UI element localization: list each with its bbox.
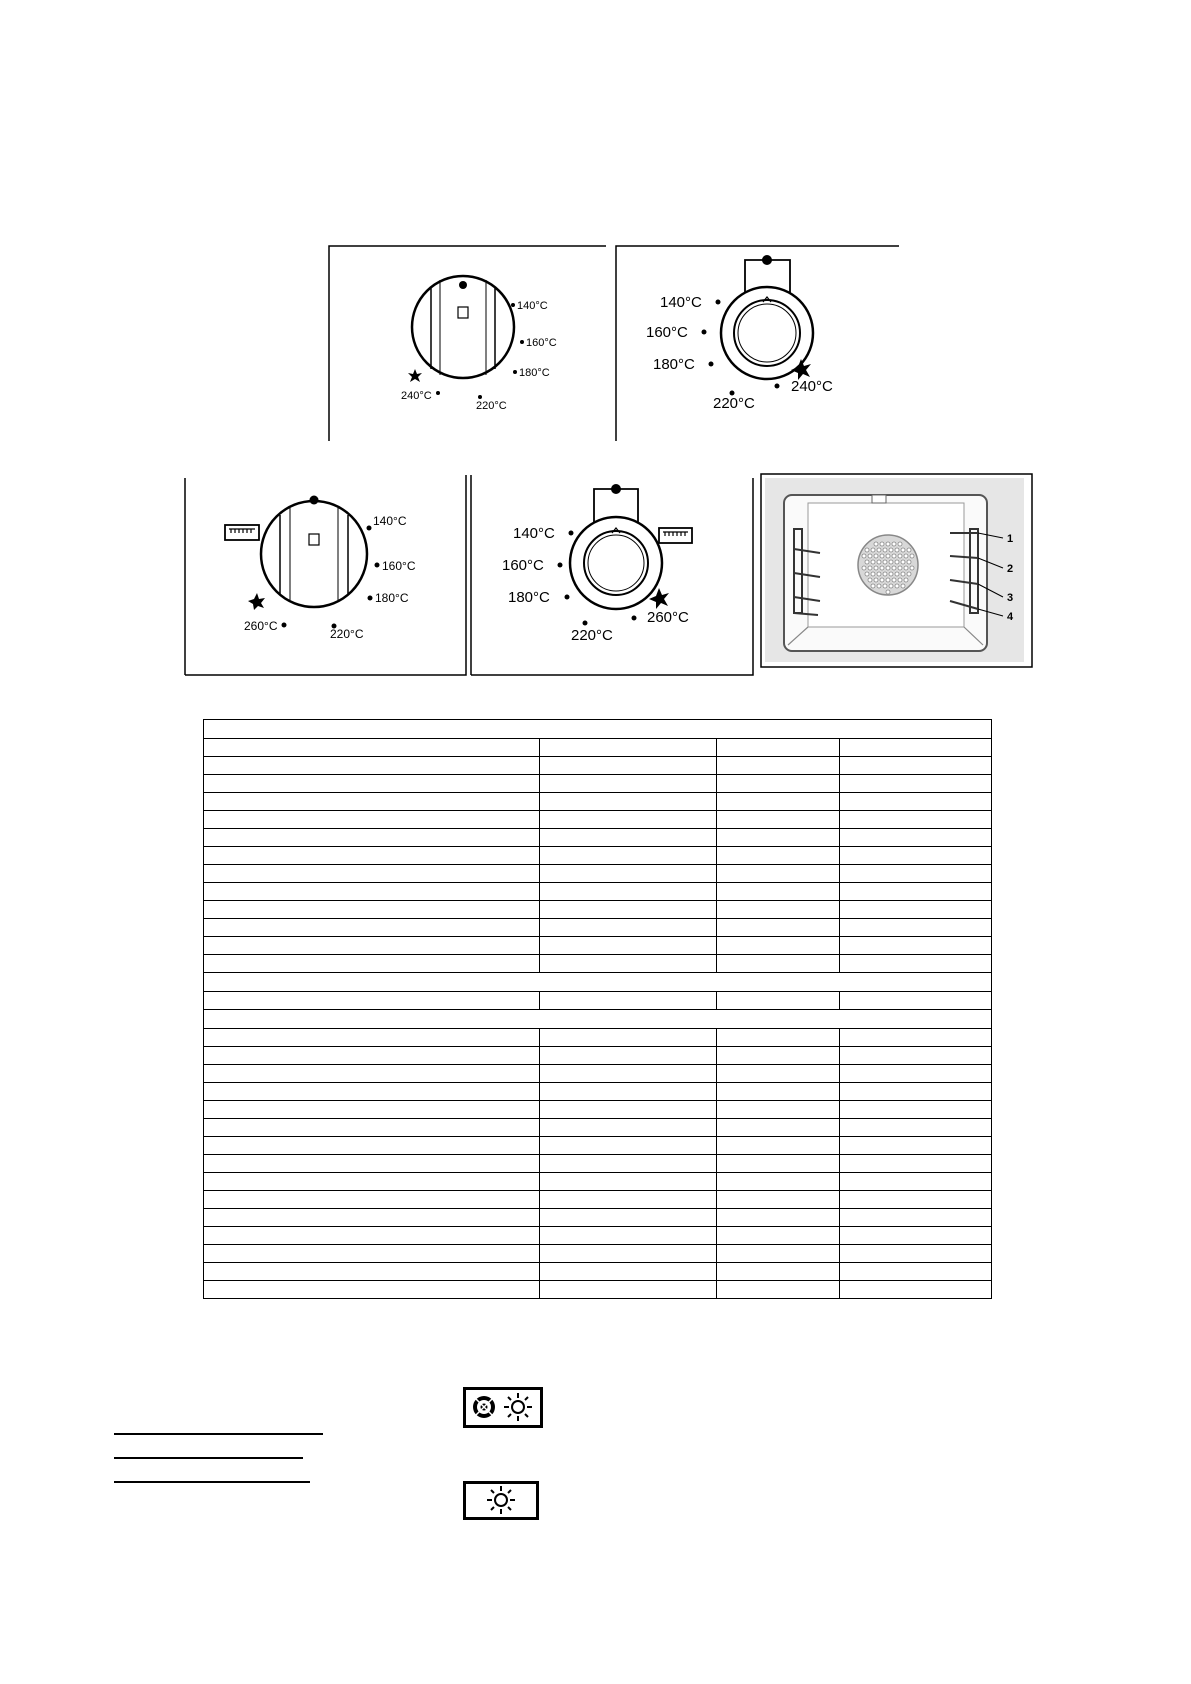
table-cell (840, 1281, 992, 1299)
table-cell (717, 901, 840, 919)
table-cell (840, 883, 992, 901)
grill-element-icon (225, 525, 259, 540)
fan-hole (910, 554, 914, 558)
table-row (204, 1137, 992, 1155)
fan-hole (901, 584, 905, 588)
table-cell (204, 1119, 540, 1137)
temp-label: 180°C (519, 367, 550, 379)
table-cell (204, 847, 540, 865)
fan-hole (907, 572, 911, 576)
table-cell (840, 829, 992, 847)
star-icon (248, 593, 265, 610)
table-section-row (204, 1010, 992, 1029)
table-cell (204, 1209, 540, 1227)
table-cell (717, 919, 840, 937)
table-cell (204, 955, 540, 973)
fan-hole (895, 560, 899, 564)
table-cell (717, 1137, 840, 1155)
grill-element-icon (659, 528, 692, 543)
table-cell (717, 1083, 840, 1101)
temp-label: 160°C (526, 337, 557, 349)
fan-hole (880, 554, 884, 558)
table-row (204, 1263, 992, 1281)
table-cell (840, 919, 992, 937)
table-cell (717, 1155, 840, 1173)
table-row (204, 1245, 992, 1263)
table-cell (840, 937, 992, 955)
table-cell (717, 1281, 840, 1299)
table-row (204, 1191, 992, 1209)
fan-hole (883, 572, 887, 576)
dial-figure-c (184, 475, 468, 676)
table-cell (204, 1263, 540, 1281)
table-row (204, 1155, 992, 1173)
table-cell (540, 1281, 717, 1299)
table-cell (717, 1047, 840, 1065)
table-cell (840, 1191, 992, 1209)
table-cell (717, 1029, 840, 1047)
fan-hole (886, 566, 890, 570)
table-cell (717, 1173, 840, 1191)
fan-hole (868, 554, 872, 558)
fan-hole (862, 566, 866, 570)
table-section-row (204, 973, 992, 992)
table-cell (840, 1101, 992, 1119)
temp-label: 220°C (330, 627, 364, 641)
fan-hole (892, 542, 896, 546)
temp-label: 140°C (517, 300, 548, 312)
table-cell (840, 1137, 992, 1155)
table-row (204, 1281, 992, 1299)
shelf-number: 1 (1007, 533, 1014, 545)
fan-hole (886, 554, 890, 558)
grill-icon-box (463, 1481, 539, 1520)
table-cell (840, 865, 992, 883)
fan-hole (895, 548, 899, 552)
fan-hole (871, 572, 875, 576)
table-cell (204, 883, 540, 901)
table-cell (840, 1065, 992, 1083)
fan-hole (880, 578, 884, 582)
table-row (204, 919, 992, 937)
table-row (204, 757, 992, 775)
table-row (204, 1029, 992, 1047)
table-row (204, 1209, 992, 1227)
fan-and-grill-icon-box (463, 1387, 543, 1428)
table-cell (204, 1281, 540, 1299)
temp-label: 160°C (502, 557, 544, 574)
shelf-number: 2 (1007, 563, 1014, 575)
table-cell (540, 1029, 717, 1047)
table-cell (540, 1083, 717, 1101)
fan-hole (871, 548, 875, 552)
table-cell (540, 829, 717, 847)
fan-hole (886, 578, 890, 582)
table-cell (840, 1029, 992, 1047)
table-cell (840, 1083, 992, 1101)
table-cell (204, 973, 992, 992)
fan-hole (895, 584, 899, 588)
temp-label: 220°C (476, 400, 507, 412)
temp-label: 180°C (653, 356, 695, 373)
table-row (204, 955, 992, 973)
fan-hole (898, 542, 902, 546)
table-row (204, 829, 992, 847)
table-cell (717, 955, 840, 973)
table-cell (717, 865, 840, 883)
fan-hole (889, 560, 893, 564)
table-cell (540, 1047, 717, 1065)
table-cell (717, 1227, 840, 1245)
table-cell (540, 1173, 717, 1191)
table-row (204, 811, 992, 829)
table-cell (717, 775, 840, 793)
dial-figure-b (615, 245, 901, 445)
fan-hole (895, 572, 899, 576)
table-cell (540, 775, 717, 793)
table-cell (840, 757, 992, 775)
table-cell (204, 992, 540, 1010)
table-row (204, 883, 992, 901)
table-cell (840, 739, 992, 757)
table-cell (540, 992, 717, 1010)
table-cell (540, 1101, 717, 1119)
shelf-number: 3 (1007, 592, 1014, 604)
table-cell (840, 775, 992, 793)
table-cell (717, 1263, 840, 1281)
table-cell (204, 720, 992, 739)
table-row (204, 992, 992, 1010)
table-cell (840, 1209, 992, 1227)
table-cell (540, 1119, 717, 1137)
table-cell (540, 883, 717, 901)
fan-hole (898, 566, 902, 570)
table-cell (840, 1227, 992, 1245)
table-cell (204, 1227, 540, 1245)
temp-label: 240°C (401, 390, 432, 402)
dial-figure-a (328, 245, 608, 445)
table-cell (204, 1137, 540, 1155)
table-cell (204, 1101, 540, 1119)
underline (114, 1481, 310, 1483)
table-cell (540, 937, 717, 955)
table-cell (840, 992, 992, 1010)
oven-interior-figure (760, 473, 1034, 669)
fan-hole (877, 560, 881, 564)
fan-hole (865, 548, 869, 552)
fan-hole (868, 578, 872, 582)
star-icon (408, 369, 422, 382)
temp-label: 260°C (244, 619, 278, 633)
table-cell (204, 1010, 992, 1029)
dial-knob (412, 276, 514, 378)
table-cell (540, 901, 717, 919)
fan-hole (889, 584, 893, 588)
fan-hole (880, 566, 884, 570)
table-cell (840, 1263, 992, 1281)
fan-hole (865, 560, 869, 564)
table-cell (717, 829, 840, 847)
table-cell (540, 1245, 717, 1263)
table-cell (840, 901, 992, 919)
table-cell (540, 739, 717, 757)
table-cell (840, 1047, 992, 1065)
table-cell (204, 739, 540, 757)
table-cell (717, 992, 840, 1010)
fan-hole (883, 584, 887, 588)
table-row (204, 865, 992, 883)
table-cell (717, 1101, 840, 1119)
fan-hole (889, 572, 893, 576)
table-row (204, 775, 992, 793)
table-row (204, 1101, 992, 1119)
table-cell (540, 811, 717, 829)
fan-hole (877, 572, 881, 576)
table-cell (204, 1083, 540, 1101)
fan-hole (904, 566, 908, 570)
table-cell (840, 847, 992, 865)
table-cell (540, 757, 717, 775)
fan-hole (898, 554, 902, 558)
table-cell (204, 865, 540, 883)
table-cell (840, 1173, 992, 1191)
temp-label: 140°C (660, 294, 702, 311)
temp-label: 140°C (513, 525, 555, 542)
table-cell (204, 1047, 540, 1065)
temp-label: 260°C (647, 609, 689, 626)
table-cell (204, 793, 540, 811)
underline (114, 1433, 323, 1435)
table-cell (540, 793, 717, 811)
table-cell (840, 955, 992, 973)
fan-hole (886, 542, 890, 546)
underline (114, 1457, 303, 1459)
table-cell (840, 793, 992, 811)
fan-hole (871, 560, 875, 564)
table-cell (540, 1227, 717, 1245)
table-cell (840, 1155, 992, 1173)
fan-hole (892, 566, 896, 570)
table-cell (840, 811, 992, 829)
fan-hole (889, 548, 893, 552)
fan-hole (877, 548, 881, 552)
temp-label: 160°C (646, 324, 688, 341)
table-cell (540, 1263, 717, 1281)
cooking-table (203, 719, 992, 1299)
grill-sun-icon (504, 1393, 532, 1421)
fan-icon (473, 1396, 495, 1418)
table-cell (204, 1245, 540, 1263)
dial-knob (261, 501, 367, 607)
fan-hole (892, 578, 896, 582)
temp-label: 220°C (713, 395, 755, 412)
table-cell (204, 901, 540, 919)
table-cell (717, 883, 840, 901)
table-row (204, 1047, 992, 1065)
dial-figure-d (470, 475, 756, 676)
table-cell (717, 937, 840, 955)
table-cell (204, 1155, 540, 1173)
table-row (204, 1065, 992, 1083)
fan-hole (904, 578, 908, 582)
fan-hole (874, 554, 878, 558)
grill-sun-icon (487, 1486, 515, 1514)
table-cell (717, 811, 840, 829)
table-cell (717, 757, 840, 775)
fan-hole (874, 578, 878, 582)
table-cell (717, 1209, 840, 1227)
temp-label: 160°C (382, 559, 416, 573)
table-row (204, 739, 992, 757)
table-row (204, 1227, 992, 1245)
fan-hole (907, 560, 911, 564)
table-cell (717, 739, 840, 757)
fan-hole (901, 560, 905, 564)
fan-hole (874, 542, 878, 546)
table-cell (717, 847, 840, 865)
table-cell (717, 1191, 840, 1209)
fan-hole (880, 542, 884, 546)
fan-hole (865, 572, 869, 576)
table-cell (204, 757, 540, 775)
table-cell (204, 775, 540, 793)
table-cell (717, 1245, 840, 1263)
fan-hole (898, 578, 902, 582)
fan-hole (904, 554, 908, 558)
fan-hole (877, 584, 881, 588)
table-cell (540, 955, 717, 973)
table-row (204, 937, 992, 955)
temp-label: 180°C (375, 591, 409, 605)
table-cell (540, 919, 717, 937)
fan-hole (874, 566, 878, 570)
fan-hole (901, 572, 905, 576)
fan-hole (886, 590, 890, 594)
table-row (204, 901, 992, 919)
table-cell (204, 811, 540, 829)
fan-hole (871, 584, 875, 588)
fan-hole (862, 554, 866, 558)
fan-hole (901, 548, 905, 552)
fan-hole (868, 566, 872, 570)
temp-label: 240°C (791, 378, 833, 395)
table-cell (204, 1065, 540, 1083)
temp-label: 140°C (373, 514, 407, 528)
fan-hole (910, 566, 914, 570)
table-row (204, 847, 992, 865)
fan-hole (883, 560, 887, 564)
table-cell (540, 865, 717, 883)
table-section-row (204, 720, 992, 739)
table-row (204, 1173, 992, 1191)
shelf-number: 4 (1007, 611, 1014, 623)
table-cell (540, 847, 717, 865)
table-cell (540, 1137, 717, 1155)
table-cell (840, 1245, 992, 1263)
fan-hole (907, 548, 911, 552)
table-row (204, 1119, 992, 1137)
table-cell (540, 1065, 717, 1083)
table-cell (717, 793, 840, 811)
table-cell (204, 1191, 540, 1209)
table-cell (204, 829, 540, 847)
table-cell (540, 1209, 717, 1227)
table-row (204, 1083, 992, 1101)
table-cell (204, 919, 540, 937)
table-cell (204, 937, 540, 955)
temp-label: 220°C (571, 627, 613, 644)
fan-hole (892, 554, 896, 558)
temp-label: 180°C (508, 589, 550, 606)
table-row (204, 793, 992, 811)
fan-hole (883, 548, 887, 552)
table-cell (204, 1029, 540, 1047)
table-cell (540, 1191, 717, 1209)
table-cell (840, 1119, 992, 1137)
table-cell (717, 1119, 840, 1137)
table-cell (540, 1155, 717, 1173)
table-cell (204, 1173, 540, 1191)
table-cell (717, 1065, 840, 1083)
